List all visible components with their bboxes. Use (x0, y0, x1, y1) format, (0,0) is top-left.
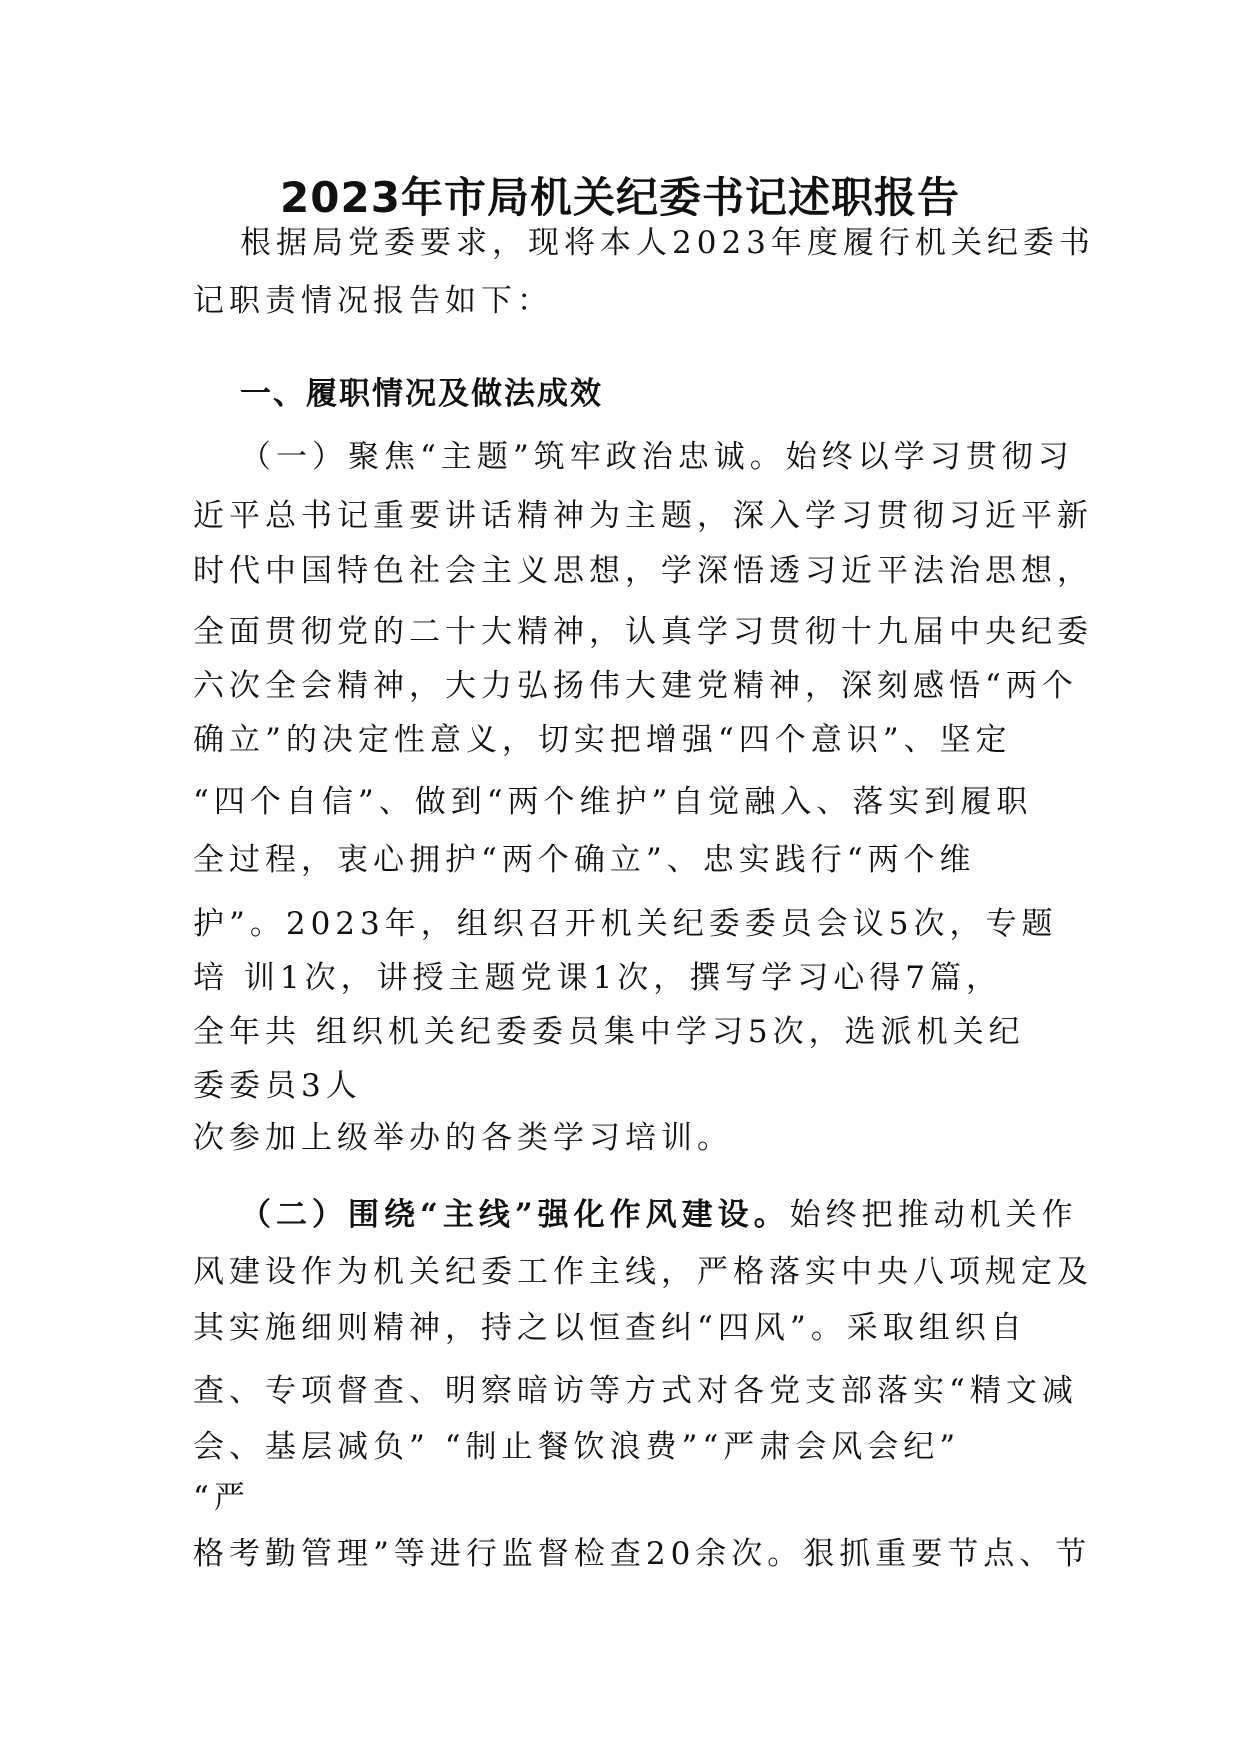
sub1-line: “四个自信”、做到“两个维护”自觉融入、落实到履职 (193, 784, 1033, 820)
sub1-line: 全过程，衷心拥护“两个确立”、忠实践行“两个维 (193, 842, 976, 878)
sub2-line: 其实施细则精神，持之以恒查纠“四风”。采取组织自 (193, 1310, 1027, 1346)
sub1-line: 六次全会精神，大力弘扬伟大建党精神，深刻感悟“两个 (193, 668, 1078, 704)
sub1-line: 次参加上级举办的各类学习培训。 (193, 1120, 733, 1156)
sub2-line: 会、基层减负” “制止餐饮浪费”“严肃会风会纪” (193, 1429, 961, 1465)
sub1-line: 全面贯彻党的二十大精神，认真学习贯彻十九届中央纪委 (193, 614, 1093, 650)
sub1-line: 确立”的决定性意义，切实把增强“四个意识”、坚定 (193, 722, 1012, 758)
sub1-first-line-rest: 始终以学习贯彻习 (785, 439, 1074, 475)
sub1-line: 时代中国特色社会主义思想，学深悟透习近平法治思想， (193, 553, 1093, 589)
sub1-line: 全年共 组织机关纪委委员集中学习5次，选派机关纪 (193, 1014, 1025, 1050)
sub2-lead: （二）围绕“主线”强化作风建设。 (240, 1197, 790, 1233)
intro-line-2: 记职责情况报告如下： (193, 283, 553, 319)
sub1-line: 委委员3人 (193, 1068, 362, 1104)
document-title: 2023年市局机关纪委书记述职报告 (280, 173, 960, 222)
sub2-line: “严 (193, 1480, 250, 1516)
sub2-first-line (240, 1195, 1078, 1235)
sub2-line: 查、专项督查、明察暗访等方式对各党支部落实“精文减 (193, 1373, 1078, 1409)
sub2-line: 格考勤管理”等进行监督检查20余次。狠抓重要节点、节 (193, 1536, 1092, 1572)
section-heading: 一、履职情况及做法成效 (240, 376, 603, 412)
sub1-line: 培 训1次，讲授主题党课1次，撰写学习心得7篇， (193, 960, 1003, 996)
sub1-line: 护”。2023年，组织召开机关纪委委员会议5次，专题 (193, 906, 1058, 942)
sub1-lead: （一）聚焦“主题”筑牢政治忠诚。 (240, 439, 786, 475)
sub1-first-line (240, 437, 1074, 477)
intro-line-1: 根据局党委要求，现将本人2023年度履行机关纪委书 (240, 225, 1095, 261)
sub1-line: 近平总书记重要讲话精神为主题，深入学习贯彻习近平新 (193, 498, 1093, 534)
sub2-line: 风建设作为机关纪委工作主线，严格落实中央八项规定及 (193, 1254, 1093, 1290)
sub2-first-line-rest: 始终把推动机关作 (789, 1197, 1078, 1233)
